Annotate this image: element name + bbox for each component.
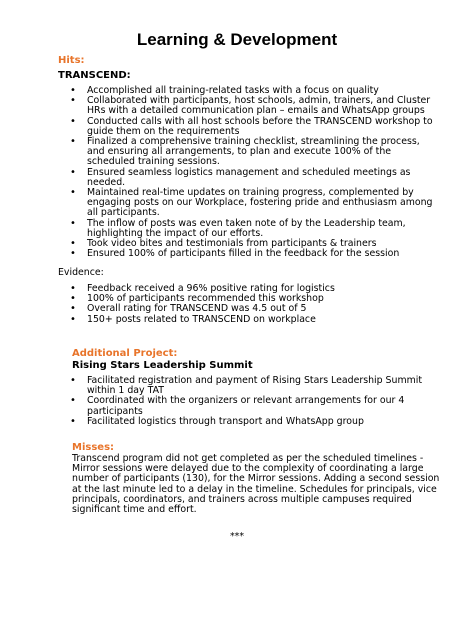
additional-project-subheading: Rising Stars Leadership Summit (72, 360, 253, 371)
list-item: • Facilitated logistics through transport and WhatsApp group (70, 417, 470, 427)
list-item: • Facilitated registration and payment of Rising Stars Leadership Summit within 1 day TAT (70, 376, 470, 396)
list-item: • Collaborated with participants, host schools, admin, trainers, and Cluster HRs with a detailed communication plan – emails and WhatsApp groups (70, 96, 470, 116)
list-item: • Maintained real-time updates on training progress, complemented by engaging posts on our Workplace, fostering pride and enthusiasm among all participants. (70, 188, 470, 219)
list-item: • Took video bites and testimonials from participants & trainers (70, 239, 470, 249)
list-item: • Feedback received a 96% positive rating for logistics (70, 284, 470, 294)
list-item: • Coordinated with the organizers or relevant arrangements for our 4 participants (70, 396, 470, 416)
transcend-subheading: TRANSCEND: (58, 70, 131, 81)
hits-list (70, 86, 470, 259)
evidence-label: Evidence: (58, 267, 104, 278)
list-item: • Overall rating for TRANSCEND was 4.5 out of 5 (70, 304, 470, 314)
list-item: • The inflow of posts was even taken note of by the Leadership team, highlighting the impact of our efforts. (70, 219, 470, 239)
list-item: • Ensured seamless logistics management and scheduled meetings as needed. (70, 168, 470, 188)
list-item: • 150+ posts related to TRANSCEND on workplace (70, 315, 470, 325)
additional-project-heading: Additional Project: (72, 348, 178, 359)
misses-paragraph: Transcend program did not get completed as per the scheduled timelines - Mirror sessions were delayed due to the complexity of coordinating a large number of participants (130), for the Mirror sessions. Adding a second session at the last minute led to a delay in the timeline. Schedules for principals, vice principals, coordinators, and trainers across multiple campuses required significant time and effort. (72, 453, 440, 516)
hits-heading: Hits: (58, 55, 85, 66)
list-item: • Accomplished all training-related tasks with a focus on quality (70, 86, 470, 96)
page-title: Learning & Development (136, 30, 338, 49)
evidence-list (70, 284, 470, 325)
list-item: • 100% of participants recommended this workshop (70, 294, 470, 304)
list-item: • Ensured 100% of participants filled in the feedback for the session (70, 249, 470, 259)
misses-heading: Misses: (72, 442, 115, 453)
additional-list (70, 376, 470, 427)
list-item: • Conducted calls with all host schools before the TRANSCEND workshop to guide them on the requirements (70, 117, 470, 137)
list-item: • Finalized a comprehensive training checklist, streamlining the process, and ensuring all arrangements, to plan and execute 100% of the scheduled training sessions. (70, 137, 470, 168)
end-mark: *** (229, 531, 245, 542)
